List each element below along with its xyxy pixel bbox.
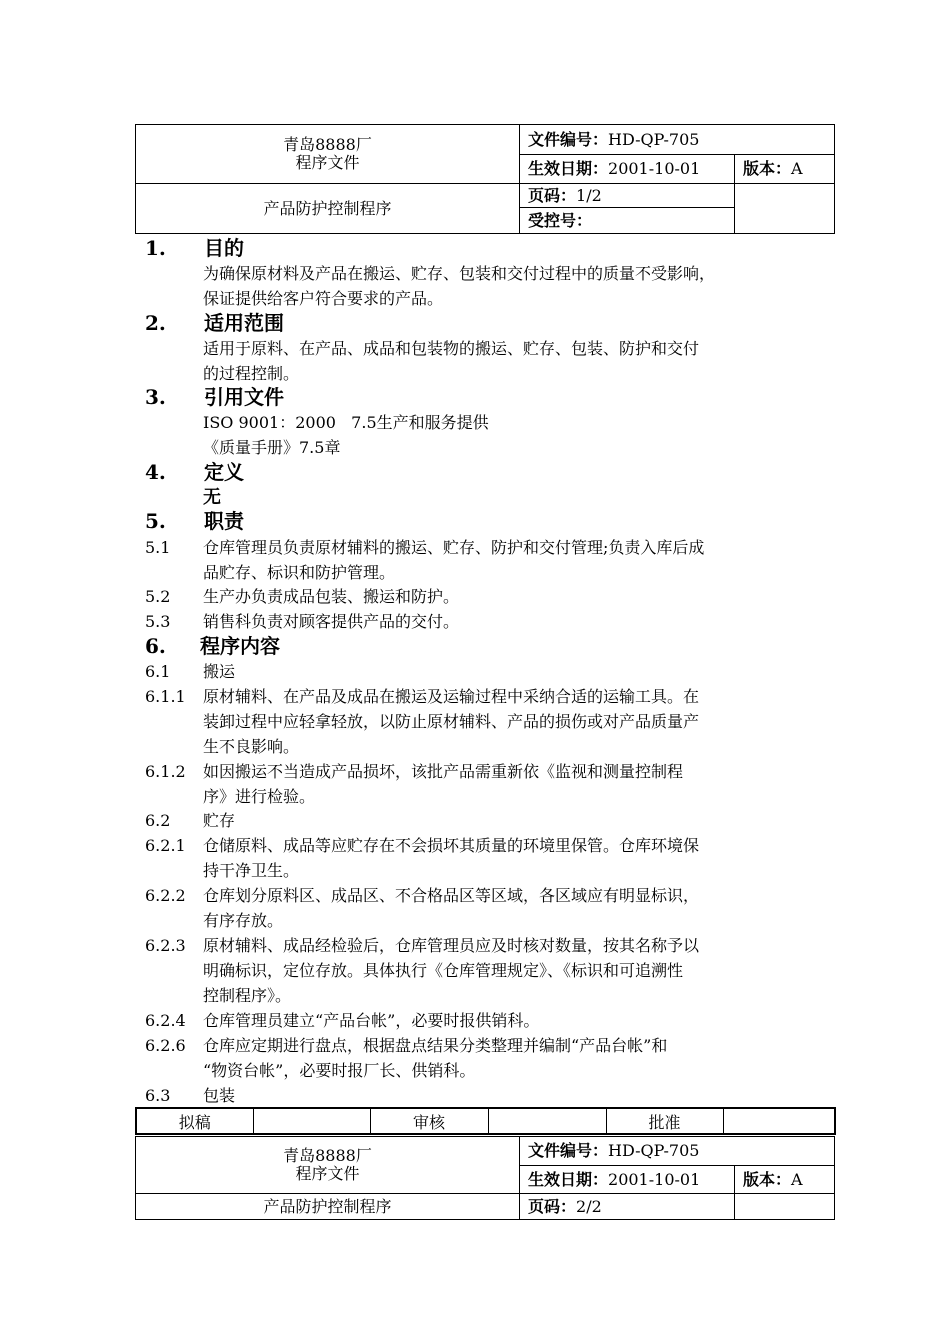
item-6-2-1-number: 6.2.1 [145, 836, 186, 855]
doc-number-2: HD-QP-705 [608, 1141, 700, 1160]
item-6-1-1-number: 6.1.1 [145, 687, 186, 706]
page-number: 1/2 [576, 185, 602, 205]
effective-date-cell-2 [520, 1166, 735, 1194]
item-6-2-6-line2: “物资台帐”，必要时报厂长、供销科。 [203, 1061, 476, 1080]
header-table-page2 [135, 1136, 835, 1220]
item-6-2-4-line1: 仓库管理员建立“产品台帐”，必要时报供销科。 [203, 1011, 540, 1030]
item-6-3-text: 包装 [203, 1086, 236, 1105]
draft-label: 拟稿 [136, 1108, 253, 1134]
item-6-2-2-number: 6.2.2 [145, 886, 186, 905]
blank-cell [735, 184, 835, 234]
company-block [136, 125, 520, 184]
item-5-2-number: 5.2 [145, 587, 171, 606]
doc-number: HD-QP-705 [608, 129, 700, 149]
section-1-title: 目的 [204, 236, 244, 260]
section-1-text-line2: 保证提供给客户符合要求的产品。 [203, 289, 444, 308]
section-6-number: 6. [145, 634, 166, 658]
section-3-text-line2: 《质量手册》7.5章 [203, 438, 341, 457]
page-number-cell-2 [520, 1194, 735, 1220]
controlled-no-label: 受控号： [528, 210, 593, 230]
item-5-3-line1: 销售科负责对顾客提供产品的交付。 [203, 612, 460, 631]
section-6-title: 程序内容 [200, 634, 280, 658]
page-number-label: 页码： [528, 185, 577, 205]
section-2-title: 适用范围 [204, 311, 284, 335]
section-3-title: 引用文件 [204, 385, 284, 409]
procedure-title-2: 产品防护控制程序 [136, 1194, 520, 1220]
page-number-2: 2/2 [576, 1196, 602, 1216]
section-1-number: 1. [145, 236, 166, 260]
section-2-text-line1: 适用于原料、在产品、成品和包装物的搬运、贮存、包装、防护和交付 [203, 339, 700, 358]
version: A [791, 159, 803, 178]
section-4-number: 4. [145, 460, 166, 484]
company-block-2 [136, 1137, 520, 1194]
item-6-2-number: 6.2 [145, 811, 171, 830]
section-5-number: 5. [145, 509, 166, 533]
item-6-1-1-line3: 生不良影响。 [203, 737, 300, 756]
item-6-1-number: 6.1 [145, 662, 171, 681]
doc-type: 程序文件 [295, 153, 360, 172]
item-6-2-3-line2: 明确标识，定位存放。具体执行《仓库管理规定》、《标识和可追溯性 [203, 961, 684, 980]
item-6-1-2-line2: 序》进行检验。 [203, 787, 316, 806]
version-label: 版本： [743, 159, 792, 178]
controlled-no-cell [520, 208, 735, 234]
item-6-2-3-number: 6.2.3 [145, 936, 186, 955]
effective-date: 2001-10-01 [608, 159, 701, 178]
item-6-2-2-line1: 仓库划分原料区、成品区、不合格品区等区域，各区域应有明显标识， [203, 886, 700, 905]
item-6-2-3-line3: 控制程序》。 [203, 986, 292, 1005]
section-5-title: 职责 [204, 509, 244, 533]
section-3-text-line1: ISO 9001：2000 7.5生产和服务提供 [203, 413, 489, 432]
company-name: 青岛8888厂 [283, 135, 372, 154]
item-5-3-number: 5.3 [145, 612, 171, 631]
item-5-1-line2: 品贮存、标识和防护管理。 [203, 563, 396, 582]
item-6-1-1-line1: 原材辅料、在产品及成品在搬运及运输过程中采纳合适的运输工具。在 [203, 687, 700, 706]
approve-label: 批准 [606, 1108, 723, 1134]
item-6-2-4-number: 6.2.4 [145, 1011, 186, 1030]
effective-date-cell [520, 155, 735, 184]
item-6-1-2-number: 6.1.2 [145, 762, 186, 781]
item-6-2-1-line1: 仓储原料、成品等应贮存在不会损坏其质量的环境里保管。仓库环境保 [203, 836, 700, 855]
item-6-2-text: 贮存 [203, 811, 236, 830]
approve-signature-cell [723, 1108, 835, 1134]
section-4-title: 定义 [204, 460, 244, 484]
version-label-2: 版本： [743, 1169, 792, 1189]
page-number-label-2: 页码： [528, 1196, 577, 1216]
doc-number-cell [520, 125, 835, 155]
review-signature-cell [488, 1108, 606, 1134]
signoff-table [135, 1107, 836, 1135]
doc-number-cell-2 [520, 1137, 835, 1166]
item-6-1-2-line1: 如因搬运不当造成产品损坏，该批产品需重新依《监视和测量控制程 [203, 762, 684, 781]
section-2-number: 2. [145, 311, 166, 335]
effective-date-label: 生效日期： [528, 159, 609, 178]
item-6-2-2-line2: 有序存放。 [203, 911, 284, 930]
item-6-2-6-number: 6.2.6 [145, 1036, 186, 1055]
item-6-3-number: 6.3 [145, 1086, 171, 1105]
blank-cell-2 [735, 1194, 835, 1220]
company-name-2: 青岛8888厂 [283, 1146, 372, 1165]
item-5-1-number: 5.1 [145, 538, 171, 557]
section-3-number: 3. [145, 385, 166, 409]
procedure-title: 产品防护控制程序 [136, 184, 520, 234]
item-6-2-1-line2: 持干净卫生。 [203, 861, 300, 880]
item-5-2-line1: 生产办负责成品包装、搬运和防护。 [203, 587, 460, 606]
item-6-1-1-line2: 装卸过程中应轻拿轻放，以防止原材辅料、产品的损伤或对产品质量产 [203, 712, 700, 731]
header-table-page1 [135, 124, 835, 234]
effective-date-2: 2001-10-01 [608, 1169, 701, 1189]
version-cell [735, 155, 835, 184]
version-cell-2 [735, 1166, 835, 1194]
section-4-text: 无 [203, 487, 221, 508]
draft-signature-cell [253, 1108, 370, 1134]
item-6-2-6-line1: 仓库应定期进行盘点，根据盘点结果分类整理并编制“产品台帐”和 [203, 1036, 668, 1055]
review-label: 审核 [370, 1108, 488, 1134]
section-1-text-line1: 为确保原材料及产品在搬运、贮存、包装和交付过程中的质量不受影响， [203, 264, 716, 283]
doc-type-2: 程序文件 [295, 1164, 360, 1183]
effective-date-label-2: 生效日期： [528, 1169, 609, 1189]
item-6-1-text: 搬运 [203, 662, 236, 681]
doc-number-label: 文件编号： [528, 129, 609, 149]
page-number-cell [520, 184, 735, 208]
item-6-2-3-line1: 原材辅料、成品经检验后，仓库管理员应及时核对数量，按其名称予以 [203, 936, 700, 955]
doc-number-label-2: 文件编号： [528, 1141, 609, 1160]
version-2: A [791, 1169, 803, 1189]
item-5-1-line1: 仓库管理员负责原材辅料的搬运、贮存、防护和交付管理;负责入库后成 [203, 538, 705, 557]
section-2-text-line2: 的过程控制。 [203, 364, 300, 383]
